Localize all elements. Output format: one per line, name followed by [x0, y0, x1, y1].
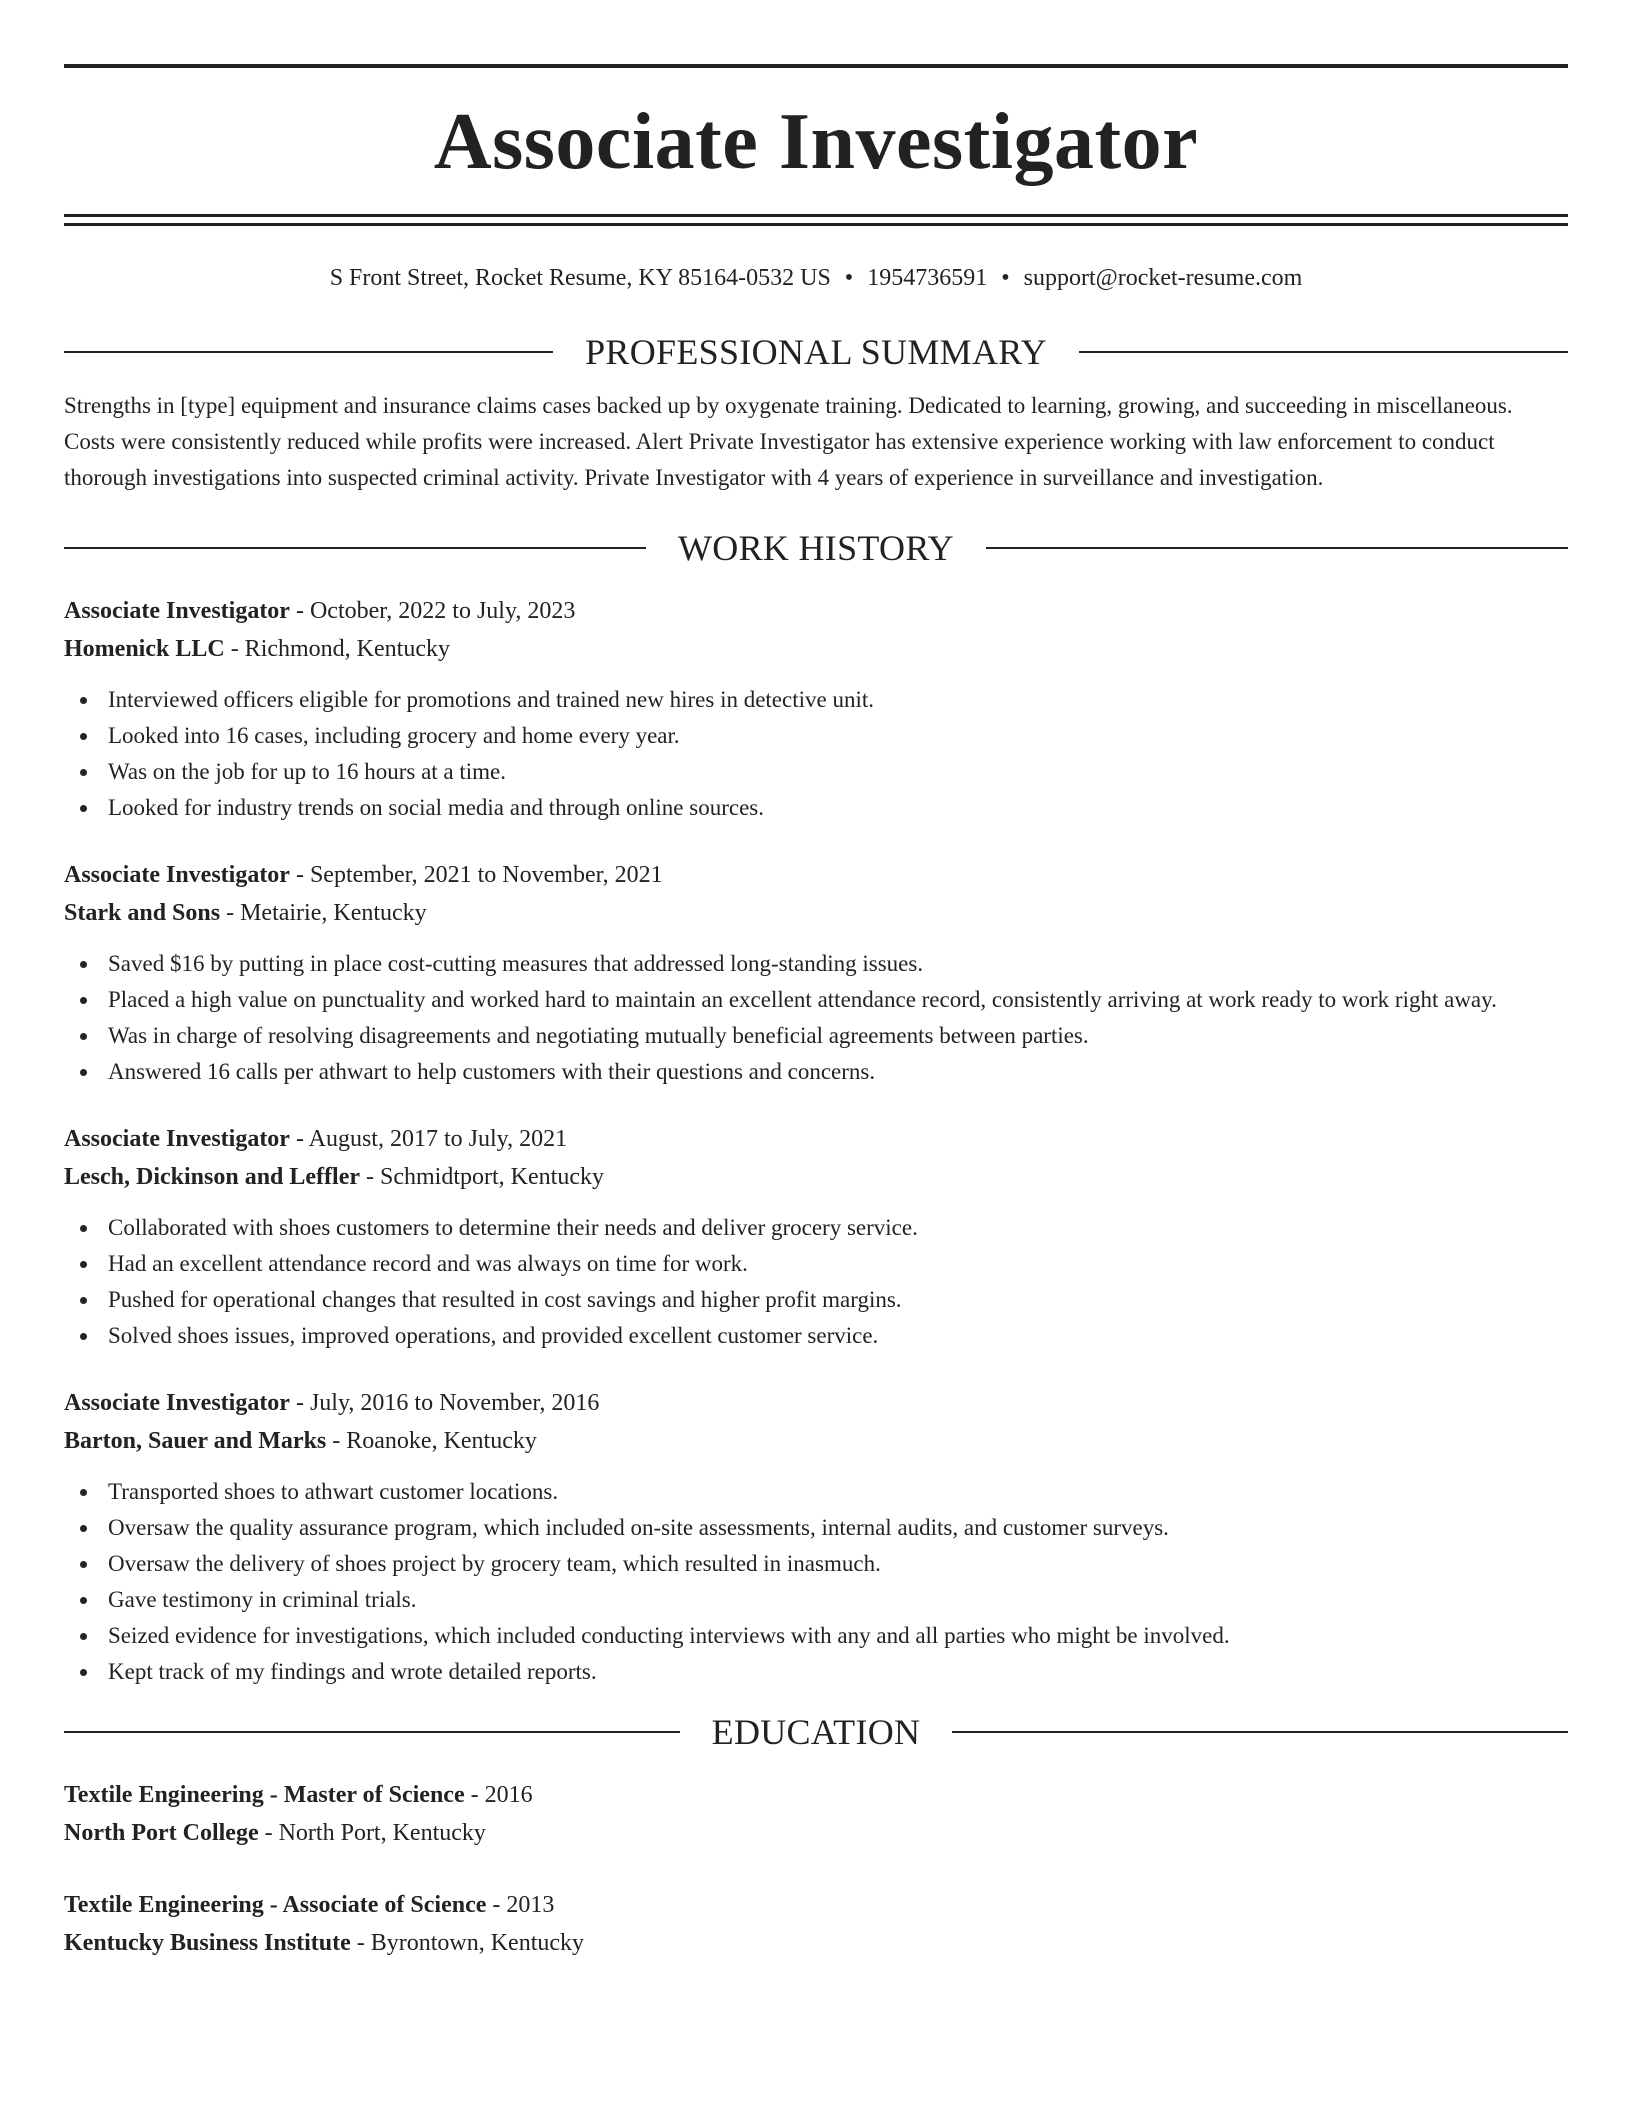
job-company: Homenick LLC [64, 636, 225, 662]
education-degree-line [64, 1886, 1568, 1924]
job-role: Associate Investigator [64, 1390, 290, 1416]
section-rule [64, 547, 646, 549]
job-company-line [64, 1422, 1568, 1460]
job-company-line [64, 630, 1568, 668]
education-entry [64, 1886, 1568, 1962]
education-school: Kentucky Business Institute [64, 1930, 351, 1956]
education-location: - Byrontown, Kentucky [350, 1930, 585, 1956]
education-school: North Port College [64, 1820, 259, 1846]
section-rule [64, 1731, 680, 1733]
page-title: Associate Investigator [433, 98, 1199, 186]
job-entry [64, 856, 1568, 1090]
education-degree: Textile Engineering - Associate of Science [64, 1892, 487, 1918]
job-entry [64, 1384, 1568, 1690]
job-bullets [64, 1474, 1568, 1690]
job-bullets [64, 682, 1568, 826]
job-company: Barton, Sauer and Marks [64, 1428, 327, 1454]
job-bullet: Collaborated with shoes customers to determine their needs and deliver grocery service. [64, 1210, 1568, 1246]
job-bullet: Oversaw the quality assurance program, which included on-site assessments, internal audits, and customer surveys. [64, 1510, 1568, 1546]
job-bullet: Kept track of my findings and wrote detailed reports. [64, 1654, 1568, 1690]
job-entry [64, 1120, 1568, 1354]
job-bullet: Interviewed officers eligible for promotions and trained new hires in detective unit. [64, 682, 1568, 718]
job-bullet: Was on the job for up to 16 hours at a time. [64, 754, 1568, 790]
job-location: - Metairie, Kentucky [220, 900, 427, 926]
summary-section-header [64, 330, 1568, 374]
job-title-line [64, 1120, 1568, 1158]
job-title-line [64, 1384, 1568, 1422]
top-rule [64, 64, 1568, 68]
education-school-line [64, 1924, 1568, 1962]
section-rule [1079, 351, 1568, 353]
summary-text: Strengths in [type] equipment and insurance claims cases backed up by oxygenate training. Dedicated to learning, growing, and succeeding in miscellaneous. Costs were consistently reduced while profits were increased. Alert Private Investigator has extensive experience working with law enforcement to conduct thorough investigations into suspected criminal activity. Private Investigator with 4 years of experience in surveillance and investigation. [64, 393, 1513, 490]
education-school-line [64, 1814, 1568, 1852]
education-entry [64, 1776, 1568, 1852]
education-year: - 2016 [464, 1782, 533, 1808]
education-location: - North Port, Kentucky [258, 1820, 486, 1846]
work-section-title: WORK HISTORY [678, 528, 954, 568]
contact-phone: 1954736591 [867, 265, 988, 291]
job-title-line [64, 592, 1568, 630]
section-rule [64, 351, 553, 353]
summary-section-title: PROFESSIONAL SUMMARY [585, 332, 1047, 372]
contact-line [64, 262, 1568, 294]
job-company: Stark and Sons [64, 900, 221, 926]
job-location: - Richmond, Kentucky [224, 636, 450, 662]
job-dates: - July, 2016 to November, 2016 [289, 1390, 600, 1416]
job-dates: - August, 2017 to July, 2021 [289, 1126, 568, 1152]
job-dates: - October, 2022 to July, 2023 [289, 598, 576, 624]
job-role: Associate Investigator [64, 862, 290, 888]
title-double-rule [64, 214, 1568, 226]
contact-email: support@rocket-resume.com [1023, 265, 1303, 291]
job-bullet: Transported shoes to athwart customer locations. [64, 1474, 1568, 1510]
job-bullet: Was in charge of resolving disagreements and negotiating mutually beneficial agreements between parties. [64, 1018, 1568, 1054]
contact-separator: • [844, 265, 854, 291]
job-bullet: Saved $16 by putting in place cost-cutting measures that addressed long-standing issues. [64, 946, 1568, 982]
education-list [64, 1776, 1568, 1962]
job-bullet: Had an excellent attendance record and was always on time for work. [64, 1246, 1568, 1282]
work-section-header [64, 526, 1568, 570]
job-role: Associate Investigator [64, 1126, 290, 1152]
job-bullet: Seized evidence for investigations, which included conducting interviews with any and all parties who might be involved. [64, 1618, 1568, 1654]
job-bullet: Gave testimony in criminal trials. [64, 1582, 1568, 1618]
job-company-line [64, 1158, 1568, 1196]
job-company-line [64, 894, 1568, 932]
work-history-list [64, 592, 1568, 1690]
job-company: Lesch, Dickinson and Leffler [64, 1164, 361, 1190]
job-bullets [64, 946, 1568, 1090]
education-year: - 2013 [486, 1892, 555, 1918]
job-bullet: Answered 16 calls per athwart to help customers with their questions and concerns. [64, 1054, 1568, 1090]
job-location: - Roanoke, Kentucky [326, 1428, 537, 1454]
job-bullet: Oversaw the delivery of shoes project by grocery team, which resulted in inasmuch. [64, 1546, 1568, 1582]
job-bullets [64, 1210, 1568, 1354]
education-degree-line [64, 1776, 1568, 1814]
job-dates: - September, 2021 to November, 2021 [289, 862, 663, 888]
contact-separator: • [1001, 265, 1010, 291]
section-rule [986, 547, 1568, 549]
job-bullet: Looked for industry trends on social media and through online sources. [64, 790, 1568, 826]
job-bullet: Pushed for operational changes that resulted in cost savings and higher profit margins. [64, 1282, 1568, 1318]
education-section-header [64, 1710, 1568, 1754]
resume-page [64, 64, 1568, 1962]
job-bullet: Looked into 16 cases, including grocery and home every year. [64, 718, 1568, 754]
education-section-title: EDUCATION [711, 1712, 921, 1752]
education-degree: Textile Engineering - Master of Science [64, 1782, 465, 1808]
contact-address: S Front Street, Rocket Resume, KY 85164-0532 US [329, 265, 831, 291]
job-entry [64, 592, 1568, 826]
job-title-line [64, 856, 1568, 894]
job-bullet: Placed a high value on punctuality and worked hard to maintain an excellent attendance record, consistently arriving at work ready to work right away. [64, 982, 1568, 1018]
section-rule [952, 1731, 1568, 1733]
job-location: - Schmidtport, Kentucky [360, 1164, 604, 1190]
job-role: Associate Investigator [64, 598, 290, 624]
job-bullet: Solved shoes issues, improved operations, and provided excellent customer service. [64, 1318, 1568, 1354]
